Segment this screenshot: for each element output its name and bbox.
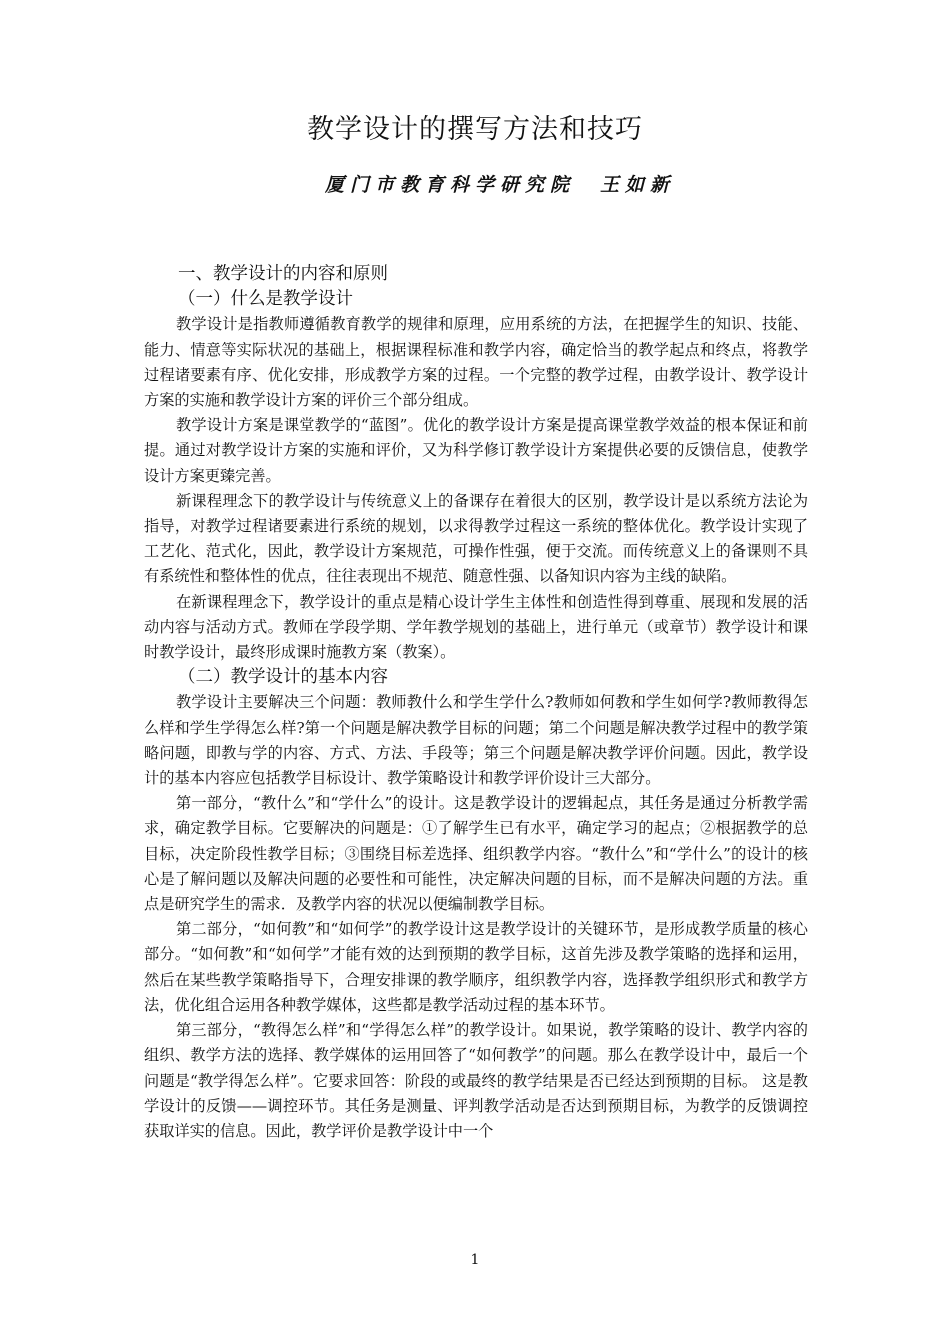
paragraph: 教学设计是指教师遵循教育教学的规律和原理，应用系统的方法，在把握学生的知识、技能、能力、情意等实际状况的基础上，根据课程标准和教学内容，确定恰当的教学起点和终点，将教学过程诸要素有序、优化安排，形成教学方案的过程。一个完整的教学过程，由教学设计、教学设计方案的实施和教学设计方案的评价三个部分组成。 bbox=[144, 315, 808, 410]
paragraph: 第三部分，“教得怎么样”和“学得怎么样”的教学设计。如果说，教学策略的设计、教学内容的组织、教学方法的选择、教学媒体的运用回答了“如何教学”的问题。那么在教学设计中，最后一个问题是“教学得怎么样”。它要求回答：阶段的或最终的教学结果是否已经达到预期的目标。 这是教学设计的反馈——调控环节。其任务是测量、评判教学活动是否达到预期目标，为教学的反馈调控获取详实的信息。因此，教学评价是教学设计中一个 bbox=[144, 1021, 808, 1140]
document-body bbox=[144, 262, 808, 1144]
subsection-heading: （一）什么是教学设计 bbox=[178, 289, 353, 310]
paragraph: 第一部分，“教什么”和“学什么”的设计。这是教学设计的逻辑起点，其任务是通过分析教学需求，确定教学目标。它要解决的问题是：①了解学生已有水平，确定学习的起点；②根据教学的总目标，决定阶段性教学目标；③围绕目标差选择、组织教学内容。“教什么”和“学什么”的设计的核心是了解问题以及解决问题的必要性和可能性，决定解决问题的目标，而不是解决问题的方法。重点是研究学生的需求．及教学内容的状况以便编制教学目标。 bbox=[144, 794, 808, 914]
paragraph: 教学设计方案是课堂教学的“蓝图”。优化的教学设计方案是提高课堂教学效益的根本保证和前提。通过对教学设计方案的实施和评价，又为科学修订教学设计方案提供必要的反馈信息，使教学设计方案更臻完善。 bbox=[144, 416, 808, 485]
page-number: 1 bbox=[470, 1252, 480, 1268]
author-byline: 厦门市教育科学研究院 王如新 bbox=[324, 174, 675, 196]
paragraph: 在新课程理念下，教学设计的重点是精心设计学生主体性和创造性得到尊重、展现和发展的活动内容与活动方式。教师在学段学期、学年教学规划的基础上，进行单元（或章节）教学设计和课时教学设计，最终形成课时施教方案（教案）。 bbox=[144, 592, 808, 662]
section-heading: 一、教学设计的内容和原则 bbox=[178, 264, 388, 284]
paragraph: 教学设计主要解决三个问题：教师教什么和学生学什么?教师如何教和学生如何学?教师教得怎么样和学生学得怎么样?第一个问题是解决教学目标的问题；第二个问题是解决教学过程中的教学策略问题，即教与学的内容、方式、方法、手段等；第三个问题是解决教学评价问题。因此，教学设计的基本内容应包括教学目标设计、教学策略设计和教学评价设计三大部分。 bbox=[144, 693, 808, 788]
paragraph: 新课程理念下的教学设计与传统意义上的备课存在着很大的区别，教学设计是以系统方法论为指导，对教学过程诸要素进行系统的规划，以求得教学过程这一系统的整体优化。教学设计实现了工艺化、范式化，因此，教学设计方案规范，可操作性强，便于交流。而传统意义上的备课则不具有系统性和整体性的优点，往往表现出不规范、随意性强、以备知识内容为主线的缺陷。 bbox=[144, 491, 808, 586]
paragraph: 第二部分，“如何教”和“如何学”的教学设计这是教学设计的关键环节，是形成教学质量的核心部分。“如何教”和“如何学”才能有效的达到预期的教学目标，这首先涉及教学策略的选择和运用，然后在某些教学策略指导下，合理安排课的教学顺序，组织教学内容，选择教学组织形式和教学方法，优化组合运用各种教学媒体，这些都是教学活动过程的基本环节。 bbox=[144, 920, 808, 1014]
document-title: 教学设计的撰写方法和技巧 bbox=[307, 114, 643, 145]
subsection-heading: （二）教学设计的基本内容 bbox=[178, 667, 388, 688]
